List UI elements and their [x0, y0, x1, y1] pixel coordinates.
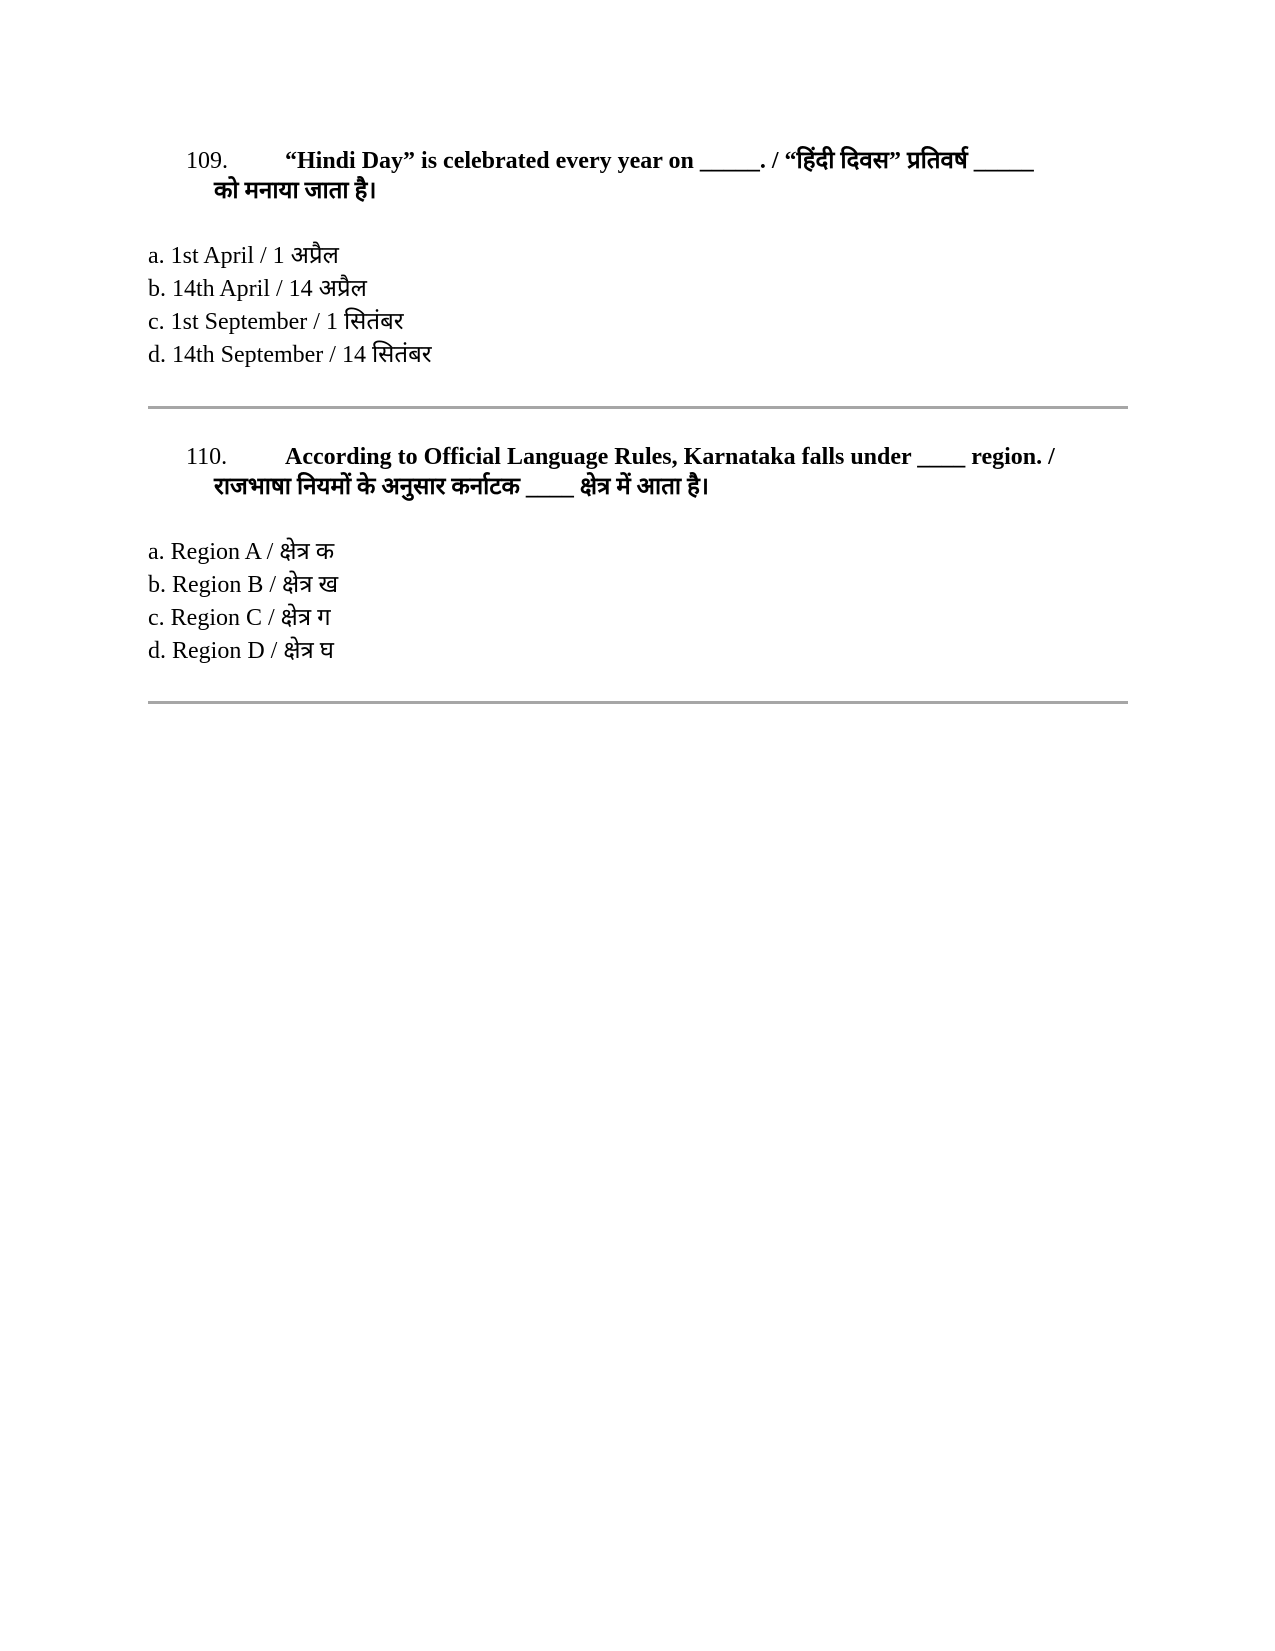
divider	[148, 701, 1128, 704]
question-109	[148, 146, 1128, 372]
divider	[148, 406, 1128, 409]
question-text-line1: According to Official Language Rules, Karnataka falls under ____ region. /	[285, 444, 1055, 470]
option-a: a. 1st April / 1 अप्रैल	[148, 243, 339, 269]
question-text-line2: को मनाया जाता है।	[214, 178, 377, 204]
option-c: c. Region C / क्षेत्र ग	[148, 605, 331, 631]
question-number: 110.	[186, 444, 228, 470]
option-d: d. Region D / क्षेत्र घ	[148, 638, 334, 664]
question-text-line2: राजभाषा नियमों के अनुसार कर्नाटक ____ क्षेत्र में आता है।	[214, 474, 709, 500]
options-list	[148, 536, 1128, 668]
question-stem	[148, 442, 1128, 502]
option-b: b. 14th April / 14 अप्रैल	[148, 276, 367, 302]
question-110	[148, 442, 1128, 668]
options-list	[148, 240, 1128, 372]
option-c: c. 1st September / 1 सितंबर	[148, 309, 404, 335]
option-a: a. Region A / क्षेत्र क	[148, 539, 335, 565]
question-stem	[148, 146, 1128, 206]
question-text-line1: “Hindi Day” is celebrated every year on _____. / “हिंदी दिवस” प्रतिवर्ष _____	[285, 148, 1034, 174]
option-d: d. 14th September / 14 सितंबर	[148, 342, 432, 368]
option-b: b. Region B / क्षेत्र ख	[148, 572, 339, 598]
question-number: 109.	[186, 148, 228, 174]
